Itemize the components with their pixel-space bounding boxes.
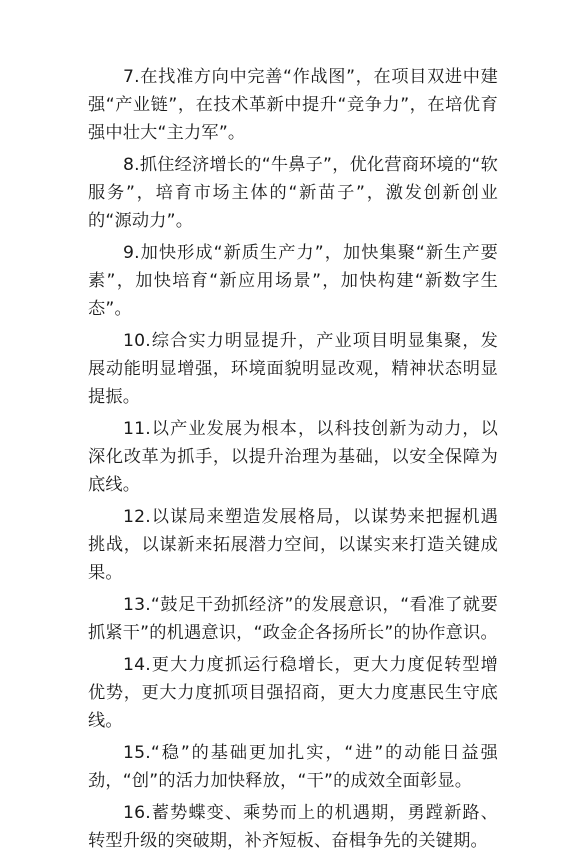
paragraph-15: 15.“稳”的基础更加扎实，“进”的动能日益强劲，“创”的活力加快释放，“干”的成效全面彰显。 [88, 743, 498, 791]
paragraph-10: 10.综合实力明显提升，产业项目明显集聚，发展动能明显增强，环境面貌明显改观，精神状态明显提振。 [88, 331, 498, 407]
paragraph-16: 16.蓄势蝶变、乘势而上的机遇期，勇蹚新路、转型升级的突破期，补齐短板、奋楫争先的关键期。 [88, 803, 498, 851]
paragraph-12: 12.以谋局来塑造发展格局，以谋势来把握机遇挑战，以谋新来拓展潜力空间，以谋实来打造关键成果。 [88, 507, 498, 583]
paragraph-13: 13.“鼓足干劲抓经济”的发展意识，“看准了就要抓紧干”的机遇意识，“政金企各扬所长”的协作意识。 [88, 595, 498, 643]
paragraph-9: 9.加快形成“新质生产力”，加快集聚“新生产要素”，加快培育“新应用场景”，加快构建“新数字生态”。 [88, 243, 498, 319]
paragraph-7: 7.在找准方向中完善“作战图”，在项目双进中建强“产业链”，在技术革新中提升“竞争力”，在培优育强中壮大“主力军”。 [88, 67, 498, 143]
paragraph-11: 11.以产业发展为根本，以科技创新为动力，以深化改革为抓手，以提升治理为基础，以安全保障为底线。 [88, 419, 498, 495]
paragraph-8: 8.抓住经济增长的“牛鼻子”，优化营商环境的“软服务”，培育市场主体的“新苗子”，激发创新创业的“源动力”。 [88, 155, 498, 231]
paragraph-14: 14.更大力度抓运行稳增长，更大力度促转型增优势，更大力度抓项目强招商，更大力度惠民生守底线。 [88, 655, 498, 731]
